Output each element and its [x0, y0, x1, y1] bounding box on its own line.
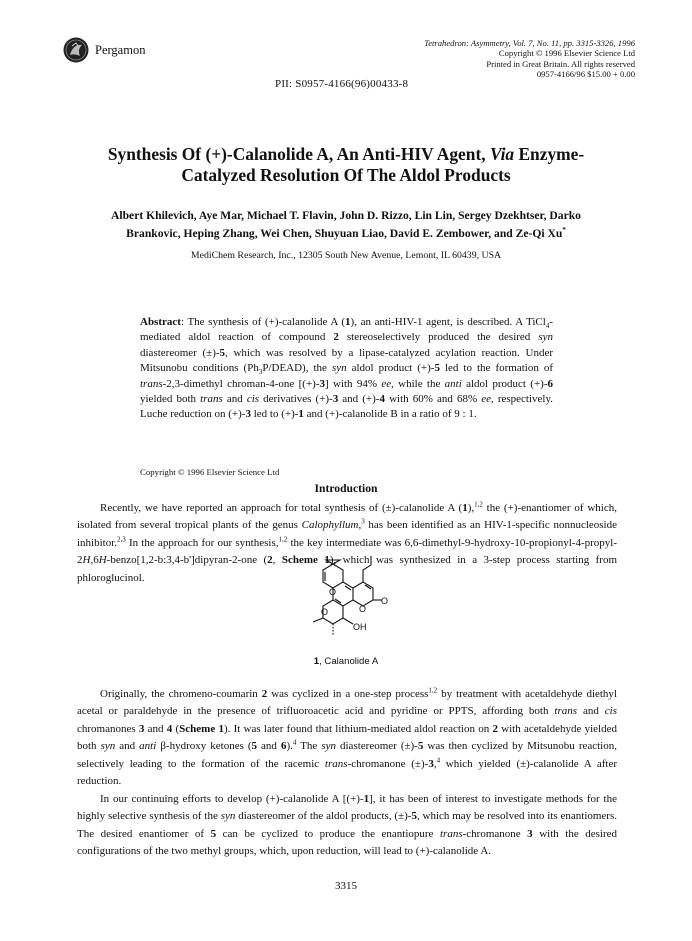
paper-title [60, 144, 632, 186]
italic-term: trans [324, 757, 348, 770]
compound-ref: 3 [138, 722, 145, 735]
abstract [140, 315, 553, 423]
scheme-ref: Scheme 1 [179, 722, 224, 735]
italic-term: anti [444, 377, 462, 390]
compound-ref: 1 [363, 793, 370, 805]
text-run: ], it has been of interest to investigate methods for the highly selective synthesis of the [77, 793, 617, 823]
compound-ref: 4 [166, 722, 173, 735]
compound-ref: 1 [345, 316, 351, 328]
abstract-text: P/DEAD), the [262, 362, 332, 375]
text-run: -chromanone [462, 827, 528, 840]
italic-term: syn [331, 362, 347, 375]
compound-ref: 2 [261, 688, 268, 700]
publisher-name: Pergamon [95, 43, 146, 57]
citation: 4 [292, 738, 297, 747]
text-run: , which may be resolved into its enantiomers. The desired enantiomer of [77, 810, 618, 840]
italic-term: trans [200, 393, 223, 406]
italic-term: syn [321, 740, 336, 753]
italic-term: trans [140, 377, 163, 390]
text-run: , [358, 519, 362, 532]
calanolide-a-structure [295, 556, 445, 656]
compound-ref: 5 [434, 362, 440, 375]
citation: 1,2 [428, 686, 438, 695]
authors-line2: Brankovic, Heping Zhang, Wei Chen, Shuyuan Liao, David E. Zembower, and Ze-Qi Xu [126, 227, 563, 240]
compound-ref: 2 [492, 722, 498, 735]
abstract-text: yielded both [140, 393, 201, 406]
abstract-text: diastereomer (±)- [140, 346, 220, 359]
italic-term: anti [139, 740, 157, 753]
abstract-text: , while the [391, 377, 445, 390]
text-run: β-hydroxy ketones ( [156, 740, 252, 753]
text-run: the (+)-enantiomer of which, isolated from several tropical plants of the genus [77, 502, 617, 532]
abstract-text: with 60% and 68% [384, 393, 482, 406]
caption-text: , Calanolide A [319, 656, 379, 667]
journal-citation: Tetrahedron: Asymmetry, Vol. 7, No. 11, pp. 3315-3326, 1996 [424, 38, 635, 48]
abstract-text: -2,3-dimethyl chroman-4-one [(+)- [162, 377, 320, 390]
atom-label-o: O [321, 607, 329, 617]
italic-term: H [82, 554, 91, 567]
title-line2: Catalyzed Resolution Of The Aldol Products [181, 165, 511, 185]
text-run: ( [172, 722, 180, 735]
abstract-label: Abstract [140, 316, 181, 328]
atom-label-o: O [329, 587, 337, 597]
text-run: chromanones [77, 722, 139, 735]
text-run: which yielded (±)-calanolide A after reduction. [77, 757, 617, 788]
compound-ref: 3 [527, 827, 533, 840]
italic-term: Calophyllum [301, 519, 359, 532]
journal-printed: Printed in Great Britain. All rights reserved [486, 58, 635, 69]
title-line1-pre: Synthesis Of (+)-Calanolide A, An Anti-HIV Agent, [107, 144, 490, 164]
abstract-text: , respectively. Luche reduction on (+)- [140, 393, 553, 421]
text-run: was cyclized in a one-step process [267, 688, 429, 700]
text-run: and [577, 705, 605, 718]
compound-ref: 3 [245, 408, 251, 421]
text-run: and [144, 722, 167, 735]
compound-ref: 5 [251, 740, 258, 753]
text-run: , [433, 757, 437, 770]
text-run: with the desired configurations of the two methyl groups, which, upon reduction, will lead to (+)-calanolide A. [77, 827, 618, 858]
text-run: ). [286, 740, 293, 753]
text-run: diastereomer of the aldol products, (±)- [235, 810, 412, 823]
text-run: and [115, 740, 140, 753]
text-run: -chromanone (±)- [347, 757, 429, 770]
text-run: by treatment with acetaldehyde diethyl acetal or paraldehyde in the presence of trifluoroacetic acid and pyridine or PPTS, affording both [77, 688, 617, 718]
citation: 3 [361, 517, 365, 526]
italic-term: syn [100, 740, 116, 753]
intro-paragraph-2 [77, 686, 617, 790]
atom-label-o: O [381, 596, 389, 606]
text-run: the key intermediate was 6,6-dimethyl-9-hydroxy-10-propionyl-4-propyl-2 [77, 536, 617, 567]
italic-term: trans [554, 705, 578, 718]
text-run: Originally, the chromeno-coumarin [100, 688, 262, 700]
subscript: 3 [258, 368, 263, 377]
text-run: and [257, 740, 281, 753]
text-run: Recently, we have reported an approach for total synthesis of (±)-calanolide A ( [100, 502, 463, 514]
compound-ref: 2 [267, 554, 273, 567]
compound-ref: 6 [547, 377, 553, 390]
citation: 4 [436, 755, 441, 764]
abstract-text: led to the formation of [439, 362, 553, 375]
text-run: ,6 [90, 554, 99, 567]
abstract-text: and (+)- [338, 393, 380, 406]
text-run: has been identified as an HIV-1-specific nonnucleoside inhibitor. [77, 519, 617, 549]
compound-ref: 3 [428, 757, 434, 770]
italic-term: syn [538, 331, 553, 344]
text-run: with acetaldehyde yielded both [77, 722, 617, 753]
citation: 1,2 [278, 535, 288, 544]
text-run: ), which was synthesized in a 3-step process starting from phloroglucinol. [77, 554, 617, 584]
page-number: 3315 [335, 880, 357, 892]
compound-ref: 1 [298, 408, 304, 421]
citation: 2,3 [117, 535, 126, 544]
italic-term: cis [246, 393, 260, 406]
scheme-ref: Scheme 1 [281, 554, 330, 567]
compound-ref: 6 [280, 740, 287, 753]
compound-ref: 5 [210, 827, 217, 840]
compound-ref: 5 [219, 346, 226, 359]
text-run: The [296, 740, 322, 753]
text-run: can be cyclized to produce the enantiopure [216, 827, 440, 840]
italic-term: syn [220, 810, 236, 823]
journal-price: 0957-4166/96 $15.00 + 0.00 [536, 69, 635, 80]
abstract-text: derivatives (+)- [259, 393, 333, 406]
citation: 1,2 [474, 500, 483, 509]
italic-term: ee [381, 377, 392, 390]
authors-line1: Albert Khilevich, Aye Mar, Michael T. Flavin, John D. Rizzo, Lin Lin, Sergey Dzekhtser, Darko [111, 209, 581, 222]
caption-number: 1 [313, 656, 320, 667]
italic-term: H [98, 554, 107, 567]
compound-ref: 5 [411, 810, 417, 823]
abstract-text: aldol product (+)- [346, 362, 435, 375]
compound-ref: 3 [332, 393, 339, 406]
abstract-text: : The synthesis of (+)-calanolide A ( [180, 316, 346, 328]
abstract-text: and [222, 393, 247, 406]
journal-info [424, 38, 635, 80]
subscript: 4 [545, 322, 550, 331]
title-line1-post: Enzyme- [514, 144, 585, 164]
affiliation: MediChem Research, Inc., 12305 South New Avenue, Lemont, IL 60439, USA [190, 250, 502, 261]
italic-term: trans [439, 827, 463, 840]
abstract-copyright: Copyright © 1996 Elsevier Science Ltd [140, 467, 280, 477]
figure-caption [0, 656, 692, 667]
abstract-text: , which was resolved by a lipase-catalyzed acylation reaction. Under Mitsunobu conditions (Ph [140, 346, 553, 375]
atom-label-oh: OH [353, 622, 367, 632]
text-run: In our continuing efforts to develop (+)-calanolide A [(+)- [100, 793, 364, 805]
abstract-text: stereoselectively produced the desired [338, 331, 539, 344]
abstract-text: ] with 94% [324, 377, 382, 390]
compound-ref: 5 [417, 740, 424, 753]
abstract-text: led to (+)- [250, 408, 299, 421]
compound-ref: 4 [379, 393, 385, 406]
abstract-text: aldol product (+)- [461, 377, 548, 390]
intro-paragraph-3 [77, 791, 617, 861]
pii-identifier: PII: S0957-4166(96)00433-8 [275, 78, 409, 90]
italic-term: cis [604, 705, 617, 718]
abstract-text: and (+)-calanolide B in a ratio of 9 : 1. [303, 408, 477, 421]
text-run: , [272, 554, 282, 567]
text-run: ). It was later found that lithium-mediated aldol reaction on [223, 722, 493, 735]
corresponding-mark: * [562, 226, 566, 235]
atom-label-o: O [359, 604, 367, 614]
abstract-text: -mediated aldol reaction of compound [140, 316, 553, 344]
author-list [75, 207, 617, 243]
publisher-logo [63, 37, 89, 63]
section-heading-introduction: Introduction [314, 482, 378, 495]
compound-ref: 1 [462, 502, 468, 514]
text-run: was then cyclized by Mitsunobu reaction, selectively leading to the formation of the racemic [77, 740, 617, 770]
text-run: ), [467, 502, 475, 514]
text-run: In the approach for our synthesis, [125, 536, 279, 549]
abstract-text: ), an anti-HIV-1 agent, is described. A TiCl [350, 316, 546, 328]
gem-dimethyl [326, 560, 340, 564]
text-run: -benzo[1,2-b:3,4-b']dipyran-2-one ( [106, 554, 268, 567]
compound-ref: 3 [319, 377, 325, 390]
italic-term: ee [481, 393, 491, 406]
journal-copyright: Copyright © 1996 Elsevier Science Ltd [498, 48, 635, 59]
title-line1-via: Via [489, 144, 515, 164]
compound-ref: 2 [333, 331, 339, 344]
text-run: diastereomer (±)- [335, 740, 418, 753]
